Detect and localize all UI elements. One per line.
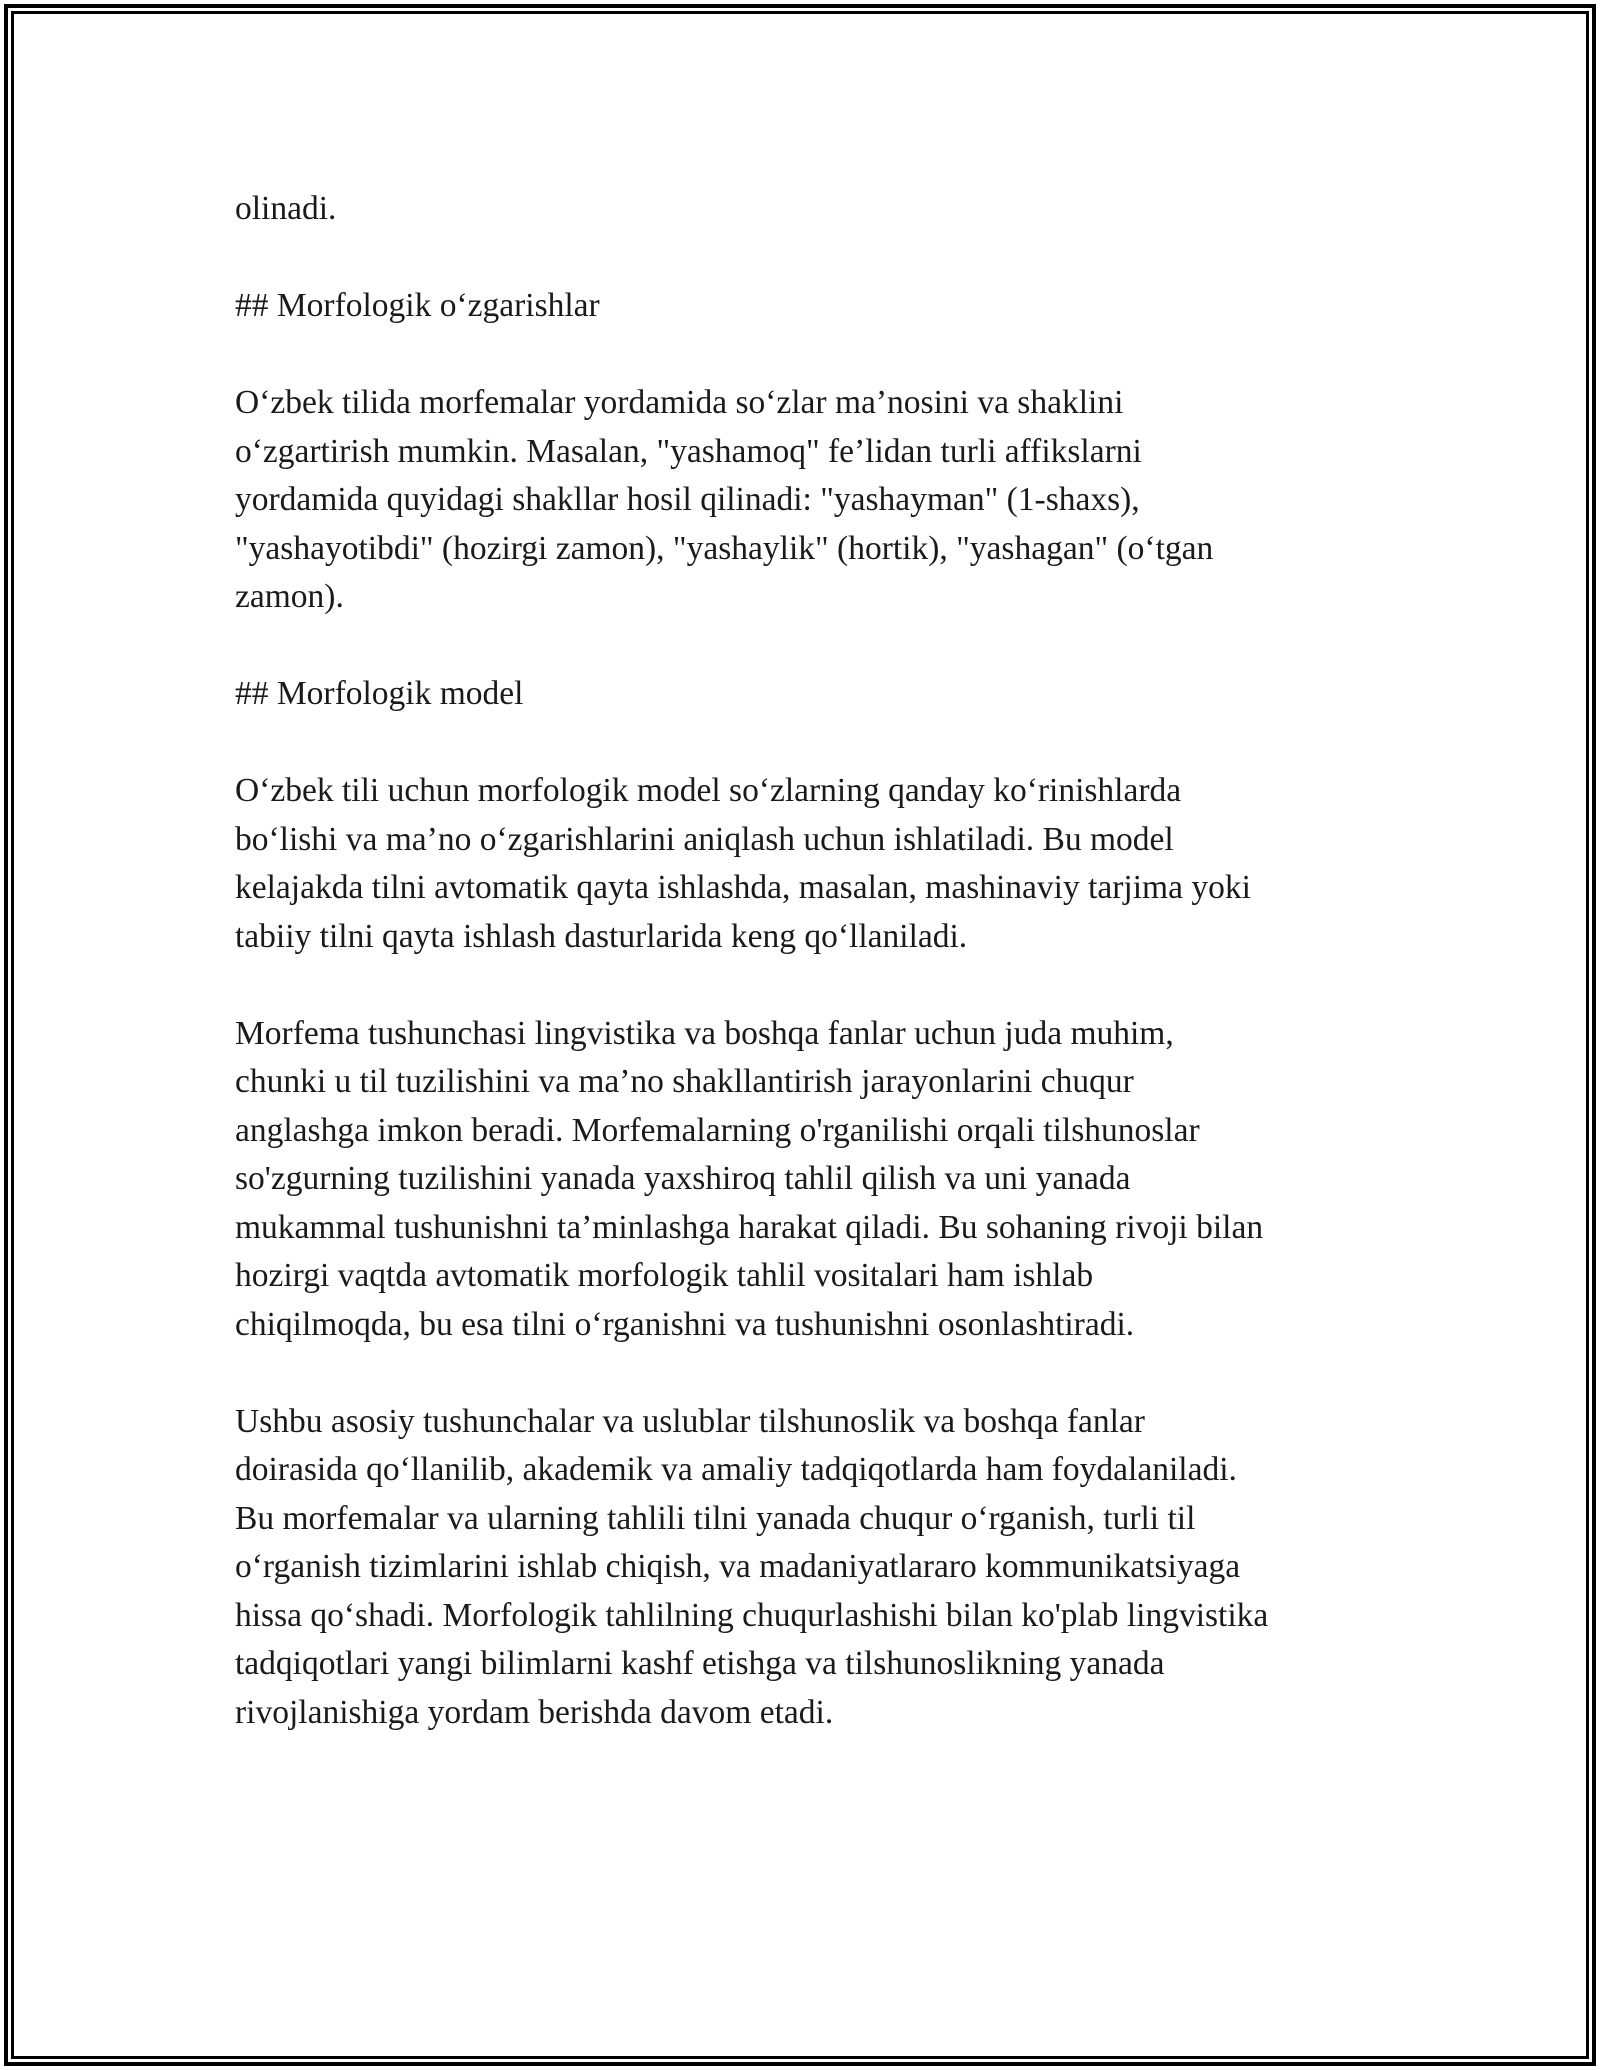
paragraph-morfologik-model: O‘zbek tili uchun morfologik model so‘zlarning qanday ko‘rinishlarda bo‘lishi va ma’no o‘zgarishlarini aniqlash uchun ishlatiladi. Bu model kelajakda tilni avtomatik qayta ishlashda, masalan, mashinaviy tarjima yoki tabiiy tilni qayta ishlash dasturlarida keng qo‘llaniladi. bbox=[235, 772, 1251, 955]
paragraph-continuation: olinadi. bbox=[235, 190, 337, 227]
heading-morfologik-ozgarishlar: ## Morfologik o‘zgarishlar bbox=[235, 287, 600, 324]
heading-morfologik-model: ## Morfologik model bbox=[235, 675, 524, 712]
paragraph-morfema-tushunchasi: Morfema tushunchasi lingvistika va boshqa fanlar uchun juda muhim, chunki u til tuzilishini va ma’no shakllantirish jarayonlarini chuqur anglashga imkon beradi. Morfemalarning o'rganilishi orqali tilshunoslar so'zgurning tuzilishini yanada yaxshiroq tahlil qilish va uni yanada mukammal tushunishni ta’minlashga harakat qiladi. Bu sohaning rivoji bilan hozirgi vaqtda avtomatik morfologik tahlil vositalari ham ishlab chiqilmoqda, bu esa tilni o‘rganishni va tushunishni osonlashtiradi. bbox=[235, 1014, 1264, 1343]
document-body bbox=[235, 185, 1385, 1786]
paragraph-morfologik-ozgarishlar: O‘zbek tilida morfemalar yordamida so‘zlar ma’nosini va shaklini o‘zgartirish mumkin. Masalan, "yashamoq" fe’lidan turli affikslarni yordamida quyidagi shakllar hosil qilinadi: "yashayman" (1-shaxs), "yashayotibdi" (hozirgi zamon), "yashaylik" (hortik), "yashagan" (o‘tgan zamon). bbox=[235, 384, 1214, 615]
paragraph-ushbu-asosiy: Ushbu asosiy tushunchalar va uslublar tilshunoslik va boshqa fanlar doirasida qo‘llanilib, akademik va amaliy tadqiqotlarda ham foydalaniladi. Bu morfemalar va ularning tahlili tilni yanada chuqur o‘rganish, turli til o‘rganish tizimlarini ishlab chiqish, va madaniyatlararo kommunikatsiyaga hissa qo‘shadi. Morfologik tahlilning chuqurlashishi bilan ko'plab lingvistika tadqiqotlari yangi bilimlarni kashf etishga va tilshunoslikning yanada rivojlanishiga yordam berishda davom etadi. bbox=[235, 1402, 1269, 1731]
